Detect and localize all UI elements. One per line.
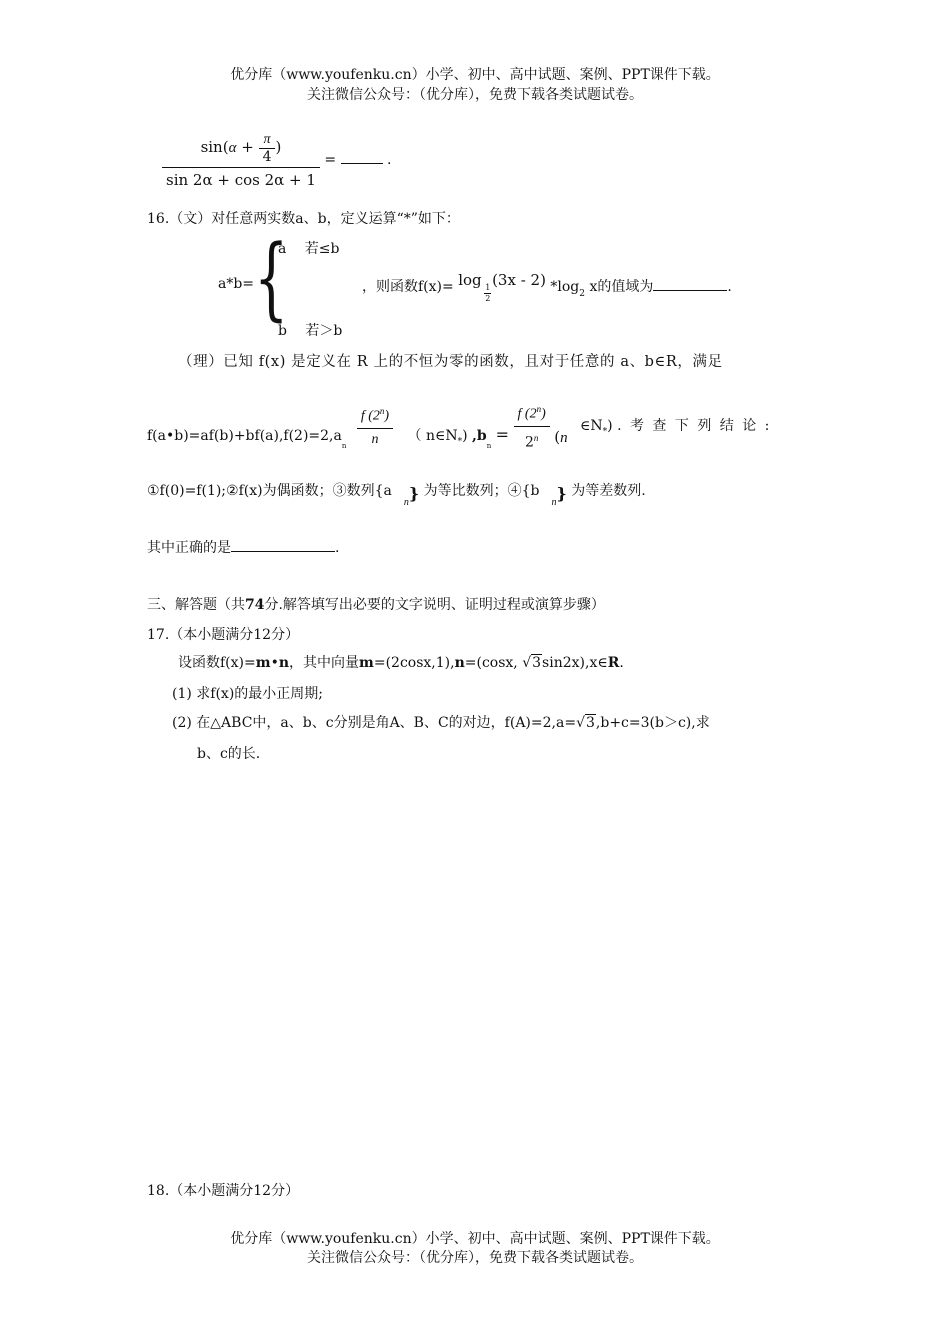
section-3-post: 分.解答填写出必要的文字说明、证明过程或演算步骤） bbox=[264, 597, 605, 613]
q17-dot: • bbox=[270, 655, 279, 671]
q16-li-intro: （理）已知 f(x) 是定义在 R 上的不恒为零的函数，且对于任意的 a、b∈R，满足 bbox=[178, 354, 723, 370]
q15-alpha: α bbox=[228, 140, 237, 156]
q17-title: 17.（本小题满分12分） bbox=[147, 627, 300, 643]
section-3-score: 74 bbox=[245, 597, 265, 613]
q16-answer-blank bbox=[653, 290, 727, 291]
q17-line1-pre: 设函数f(x)= bbox=[178, 655, 256, 671]
q16-in-N-text: ∈N bbox=[580, 417, 603, 434]
q16-n-sup-3: n bbox=[533, 432, 539, 443]
q18-title: 18.（本小题满分12分） bbox=[147, 1183, 300, 1199]
q16-a-sub-n: n bbox=[341, 441, 347, 450]
q16-open-paren: ( bbox=[554, 427, 561, 446]
q15-close-paren: ) bbox=[275, 138, 282, 156]
footer-line-1: 优分库（www.youfenku.cn）小学、初中、高中试题、案例、PPT课件下载。 bbox=[230, 1231, 720, 1247]
q17-part-2-cont: b、c的长. bbox=[197, 746, 261, 762]
q17-R: R bbox=[607, 655, 620, 671]
section-3-title bbox=[147, 594, 605, 614]
header-line-1: 优分库（www.youfenku.cn）小学、初中、高中试题、案例、PPT课件下载。 bbox=[230, 67, 720, 83]
q16-f2n-num: f (2 bbox=[360, 408, 380, 424]
q17-part-2 bbox=[172, 712, 710, 732]
q16-options-end: 为等差数列. bbox=[571, 483, 646, 499]
q16-f2n-num-2: f (2 bbox=[517, 406, 537, 422]
q16-correct-blank bbox=[231, 551, 335, 552]
q17-m: m bbox=[255, 655, 271, 671]
q16-paren-close-1: ) bbox=[462, 427, 468, 444]
q15-answer-blank bbox=[341, 163, 383, 164]
q15-period: . bbox=[387, 152, 392, 168]
q16-f2n-close: ) bbox=[384, 408, 390, 424]
q16-then: ，则函数f(x)= bbox=[362, 279, 454, 295]
q15-four: 4 bbox=[262, 148, 272, 165]
q15-sin: sin( bbox=[200, 138, 229, 156]
sqrt-icon-2: √3 bbox=[576, 715, 595, 731]
q15-equals: = bbox=[324, 152, 337, 168]
q16-opt-brace-1: } bbox=[408, 484, 420, 503]
q17-part-1: (1) 求f(x)的最小正周期; bbox=[172, 686, 323, 702]
q17-line-1: 设函数f(x)=m•n，其中向量m=(2cosx,1),n=(cosx, √3sin2x),x∈R. bbox=[178, 655, 624, 671]
q17-m-eq: =(2cosx,1), bbox=[373, 655, 455, 671]
q16-paren-close-2: ) bbox=[607, 417, 613, 434]
q16-options bbox=[147, 480, 646, 514]
q16-correct bbox=[147, 537, 339, 557]
q16-log-base-den: 2 bbox=[485, 294, 491, 303]
q16-case-2: b 若＞b bbox=[278, 323, 343, 339]
q16-log-base-num: 1 bbox=[485, 283, 491, 292]
section-3-pre: 三、解答题（共 bbox=[147, 597, 245, 613]
q17-three: 3 bbox=[532, 655, 542, 671]
q16-period: . bbox=[727, 279, 732, 295]
q16-b-label: ,b bbox=[472, 427, 487, 444]
q16-log2-base: 2 bbox=[579, 289, 585, 299]
footer-line-2: 关注微信公众号：（优分库），免费下载各类试题试卷。 bbox=[307, 1250, 643, 1266]
left-brace-icon: { bbox=[254, 226, 289, 331]
q16-function-def bbox=[362, 271, 732, 303]
q17-line1-end: sin2x),x∈ bbox=[542, 655, 608, 671]
q16-opt-sub-n-1: n bbox=[403, 497, 409, 508]
q17-n: n bbox=[278, 655, 290, 671]
q16-b-sub-n: n bbox=[486, 441, 492, 450]
q16-case-1: a 若≤b bbox=[278, 241, 340, 257]
q16-intro: 16.（文）对任意两实数a、b，定义运算“*”如下： bbox=[147, 211, 460, 227]
q17-part2-post: ,b+c=3(b＞c),求 bbox=[595, 715, 710, 731]
q17-line1-mid: ，其中向量 bbox=[289, 655, 360, 671]
q16-in-N bbox=[580, 417, 613, 437]
q16-range-text: x的值域为 bbox=[589, 279, 654, 295]
q15-pi: π bbox=[259, 132, 276, 149]
q17-m-2: m bbox=[359, 655, 374, 671]
q16-check: . 考 查 下 列 结 论 : bbox=[617, 417, 772, 434]
q16-n-italic: n bbox=[560, 429, 568, 446]
q17-n-eq: =(cosx, bbox=[464, 655, 518, 671]
q16-equals: = bbox=[495, 424, 510, 444]
q16-n-in-text: （ n∈N bbox=[407, 427, 458, 444]
header-line-2: 关注微信公众号：（优分库），免费下载各类试题试卷。 bbox=[307, 87, 643, 103]
q17-n-2: n bbox=[454, 655, 465, 671]
q16-opt-sub-n-2: n bbox=[551, 497, 557, 508]
q15-denominator: sin 2α + cos 2α + 1 bbox=[166, 171, 316, 189]
q17-part2-pre: (2) 在△ABC中，a、b、c分别是角A、B、C的对边，f(A)=2,a= bbox=[172, 715, 577, 731]
q16-options-mid: 为等比数列；④{b bbox=[423, 483, 540, 499]
q16-f2n-close-2: ) bbox=[541, 406, 546, 422]
q16-correct-end: . bbox=[335, 540, 340, 556]
q16-lhs: a*b= bbox=[218, 276, 255, 292]
q16-cond-text: f(a•b)=af(b)+bf(a),f(2)=2,a bbox=[147, 427, 342, 444]
q15-expression bbox=[162, 128, 391, 192]
q16-n-sup-2: n bbox=[536, 404, 542, 414]
q16-log-arg: (3x - 2) bbox=[492, 271, 546, 289]
q16-two: 2 bbox=[524, 434, 534, 451]
q16-n-in-N bbox=[407, 427, 468, 447]
q16-opt-brace-2: } bbox=[556, 484, 567, 503]
q15-plus: + bbox=[236, 138, 259, 156]
q16-log: log bbox=[458, 271, 482, 289]
q16-correct-text: 其中正确的是 bbox=[147, 540, 231, 556]
q16-n-sup: n bbox=[379, 406, 385, 417]
q17-three-2: 3 bbox=[585, 715, 595, 731]
q16-condition bbox=[147, 398, 771, 458]
q16-options-text: ①f(0)=f(1);②f(x)为偶函数；③数列{a bbox=[147, 483, 392, 499]
q16-star-sub: * bbox=[457, 436, 463, 447]
q16-star-log: *log bbox=[550, 279, 580, 295]
q16-star-sub-2: * bbox=[602, 426, 608, 437]
sqrt-icon: √3 bbox=[522, 655, 542, 671]
q16-n-den: n bbox=[371, 431, 379, 447]
